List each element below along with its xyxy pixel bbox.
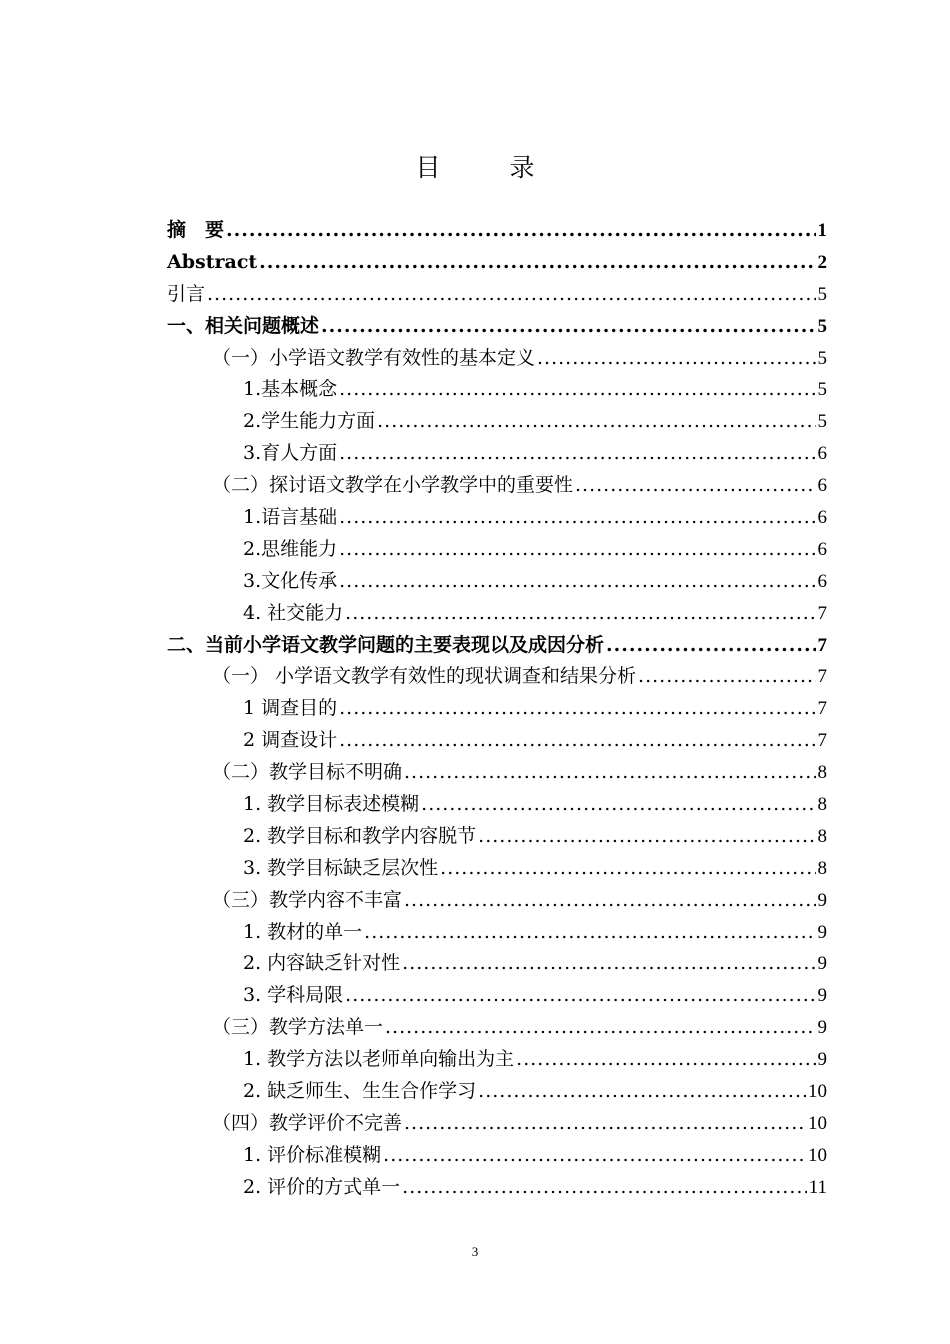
dot-leader bbox=[226, 215, 815, 247]
toc-entry-label: 1.基本概念 bbox=[243, 378, 338, 401]
toc-entry[interactable] bbox=[167, 406, 827, 438]
dot-leader bbox=[575, 470, 815, 502]
toc-entry-label: 摘 要 bbox=[167, 219, 225, 241]
dot-leader bbox=[259, 247, 815, 279]
toc-entry-label: 3. 学科局限 bbox=[243, 984, 344, 1007]
toc-entry-page-number: 5 bbox=[817, 283, 827, 305]
dot-leader bbox=[207, 279, 815, 311]
toc-entry-label: 1. 教学方法以老师单向输出为主 bbox=[243, 1048, 515, 1071]
toc-entry-page-number: 9 bbox=[817, 921, 827, 943]
dot-leader bbox=[364, 917, 815, 949]
toc-entry-page-number: 7 bbox=[817, 666, 827, 688]
dot-leader bbox=[339, 502, 815, 534]
dot-leader bbox=[339, 534, 815, 566]
toc-entry-page-number: 5 bbox=[817, 315, 827, 337]
toc-entry-label: 3. 教学目标缺乏层次性 bbox=[243, 856, 439, 879]
toc-entry-label: 3.文化传承 bbox=[243, 569, 338, 592]
toc-entry[interactable] bbox=[167, 885, 827, 917]
toc-entry[interactable] bbox=[167, 598, 827, 630]
toc-entry-label: Abstract bbox=[167, 250, 258, 273]
toc-entry[interactable] bbox=[167, 821, 827, 853]
toc-entry[interactable] bbox=[167, 470, 827, 502]
toc-entry-page-number: 10 bbox=[808, 1112, 827, 1134]
toc-entry[interactable] bbox=[167, 789, 827, 821]
toc-entry[interactable] bbox=[167, 948, 827, 980]
toc-entry-page-number: 5 bbox=[817, 347, 827, 369]
toc-entry[interactable] bbox=[167, 661, 827, 693]
table-of-contents bbox=[167, 215, 827, 1204]
toc-entry-label: 1.语言基础 bbox=[243, 506, 338, 529]
toc-entry-label: 2. 缺乏师生、生生合作学习 bbox=[243, 1080, 477, 1103]
toc-entry-label: （二）教学目标不明确 bbox=[212, 761, 403, 784]
toc-entry-label: 2 调查设计 bbox=[243, 729, 338, 752]
toc-entry[interactable] bbox=[167, 534, 827, 566]
toc-entry-label: （三）教学内容不丰富 bbox=[212, 888, 403, 911]
toc-entry-label: 4. 社交能力 bbox=[243, 601, 344, 624]
toc-entry-label: （一） 小学语文教学有效性的现状调查和结果分析 bbox=[212, 665, 637, 688]
toc-entry-page-number: 6 bbox=[817, 475, 827, 497]
toc-entry-page-number: 5 bbox=[817, 379, 827, 401]
toc-entry-page-number: 6 bbox=[817, 443, 827, 465]
dot-leader bbox=[339, 693, 815, 725]
toc-entry[interactable] bbox=[167, 247, 827, 279]
dot-leader bbox=[478, 821, 815, 853]
dot-leader bbox=[377, 406, 815, 438]
dot-leader bbox=[345, 980, 815, 1012]
toc-entry-label: 2. 教学目标和教学内容脱节 bbox=[243, 824, 477, 847]
toc-entry[interactable] bbox=[167, 1172, 827, 1204]
dot-leader bbox=[402, 948, 815, 980]
toc-entry-label: 一、相关问题概述 bbox=[167, 314, 320, 337]
toc-entry[interactable] bbox=[167, 693, 827, 725]
toc-entry-page-number: 10 bbox=[808, 1144, 827, 1166]
toc-entry-page-number: 9 bbox=[817, 985, 827, 1007]
dot-leader bbox=[339, 566, 815, 598]
toc-entry-page-number: 11 bbox=[808, 1176, 827, 1198]
toc-entry-page-number: 8 bbox=[817, 794, 827, 816]
toc-entry[interactable] bbox=[167, 1108, 827, 1140]
toc-entry-label: 2.学生能力方面 bbox=[243, 410, 376, 433]
dot-leader bbox=[478, 1076, 806, 1108]
toc-entry-page-number: 9 bbox=[817, 889, 827, 911]
dot-leader bbox=[345, 598, 815, 630]
toc-entry-page-number: 8 bbox=[817, 857, 827, 879]
toc-entry[interactable] bbox=[167, 311, 827, 343]
toc-entry-label: 1. 教材的单一 bbox=[243, 920, 363, 943]
toc-entry-label: （四）教学评价不完善 bbox=[212, 1111, 403, 1134]
toc-entry-page-number: 8 bbox=[817, 825, 827, 847]
dot-leader bbox=[638, 661, 815, 693]
toc-entry[interactable] bbox=[167, 917, 827, 949]
toc-entry[interactable] bbox=[167, 502, 827, 534]
toc-entry-page-number: 9 bbox=[817, 1017, 827, 1039]
toc-entry[interactable] bbox=[167, 630, 827, 662]
toc-entry[interactable] bbox=[167, 438, 827, 470]
toc-entry-label: （一）小学语文教学有效性的基本定义 bbox=[212, 346, 536, 369]
toc-entry-label: 1. 评价标准模糊 bbox=[243, 1143, 382, 1166]
dot-leader bbox=[537, 343, 815, 375]
toc-entry-page-number: 8 bbox=[817, 762, 827, 784]
toc-entry[interactable] bbox=[167, 1044, 827, 1076]
page-number: 3 bbox=[471, 1244, 479, 1259]
toc-entry[interactable] bbox=[167, 725, 827, 757]
toc-entry-label: 引言 bbox=[167, 282, 206, 305]
dot-leader bbox=[404, 885, 815, 917]
toc-entry-page-number: 9 bbox=[817, 1049, 827, 1071]
dot-leader bbox=[339, 725, 815, 757]
toc-entry-page-number: 1 bbox=[817, 220, 827, 241]
dot-leader bbox=[606, 630, 815, 662]
toc-entry-label: 3.育人方面 bbox=[243, 442, 338, 465]
toc-entry-page-number: 7 bbox=[817, 634, 827, 656]
toc-entry[interactable] bbox=[167, 853, 827, 885]
toc-entry-page-number: 7 bbox=[817, 730, 827, 752]
toc-entry-label: （三）教学方法单一 bbox=[212, 1016, 384, 1039]
toc-entry-page-number: 7 bbox=[817, 602, 827, 624]
toc-entry[interactable] bbox=[167, 215, 827, 247]
dot-leader bbox=[385, 1012, 815, 1044]
toc-entry-page-number: 10 bbox=[808, 1081, 827, 1103]
toc-entry-page-number: 5 bbox=[817, 411, 827, 433]
toc-entry-label: 2. 评价的方式单一 bbox=[243, 1175, 401, 1198]
toc-entry[interactable] bbox=[167, 279, 827, 311]
toc-entry-label: （二）探讨语文教学在小学教学中的重要性 bbox=[212, 474, 574, 497]
toc-entry-page-number: 7 bbox=[817, 698, 827, 720]
dot-leader bbox=[404, 757, 815, 789]
toc-entry-label: 2.思维能力 bbox=[243, 537, 338, 560]
toc-entry-page-number: 2 bbox=[817, 251, 827, 273]
toc-entry-label: 2. 内容缺乏针对性 bbox=[243, 952, 401, 975]
toc-entry[interactable] bbox=[167, 566, 827, 598]
dot-leader bbox=[440, 853, 815, 885]
toc-entry-label: 1. 教学目标表述模糊 bbox=[243, 793, 420, 816]
toc-entry-page-number: 6 bbox=[817, 538, 827, 560]
toc-entry-page-number: 6 bbox=[817, 570, 827, 592]
toc-entry[interactable] bbox=[167, 1076, 827, 1108]
toc-entry[interactable] bbox=[167, 1140, 827, 1172]
toc-entry-page-number: 6 bbox=[817, 507, 827, 529]
toc-entry-page-number: 9 bbox=[817, 953, 827, 975]
dot-leader bbox=[402, 1172, 807, 1204]
dot-leader bbox=[339, 374, 815, 406]
dot-leader bbox=[421, 789, 815, 821]
toc-title: 目 录 bbox=[415, 153, 557, 182]
dot-leader bbox=[404, 1108, 806, 1140]
toc-entry-label: 二、当前小学语文教学问题的主要表现以及成因分析 bbox=[167, 633, 605, 656]
toc-entry-label: 1 调查目的 bbox=[243, 697, 338, 720]
toc-entry[interactable] bbox=[167, 1012, 827, 1044]
toc-entry[interactable] bbox=[167, 374, 827, 406]
toc-entry[interactable] bbox=[167, 343, 827, 375]
toc-entry[interactable] bbox=[167, 980, 827, 1012]
dot-leader bbox=[383, 1140, 806, 1172]
dot-leader bbox=[321, 311, 815, 343]
toc-entry[interactable] bbox=[167, 757, 827, 789]
dot-leader bbox=[516, 1044, 815, 1076]
dot-leader bbox=[339, 438, 815, 470]
